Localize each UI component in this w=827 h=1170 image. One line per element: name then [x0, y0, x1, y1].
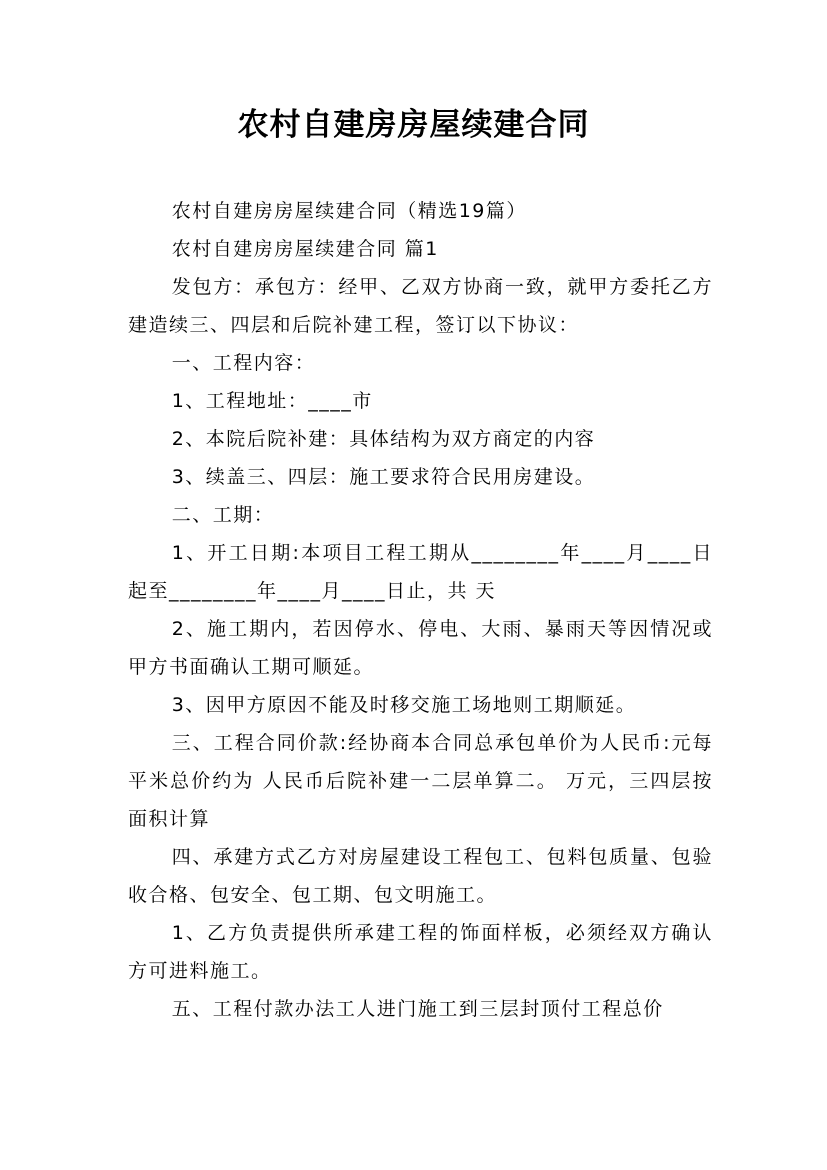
document-title: 农村自建房房屋续建合同 [237, 107, 590, 143]
paragraph-contract-price: 三、工程合同价款:经协商本合同总承包单价为人民币:元每平米总价约为 人民币后院补建一二层单算二。 万元，三四层按面积计算 [128, 732, 713, 830]
paragraph-heading-content: 一、工程内容： [171, 352, 316, 374]
paragraph-section-heading: 农村自建房房屋续建合同 篇1 [171, 238, 439, 260]
paragraph-parties: 发包方：承包方：经甲、乙双方协商一致，就甲方委托乙方建造续三、四层和后院补建工程，签订以下协议： [128, 276, 713, 336]
paragraph-finish-samples: 1、乙方负责提供所承建工程的饰面样板，必须经双方确认方可进料施工。 [128, 922, 713, 982]
paragraph-construction-method: 四、承建方式乙方对房屋建设工程包工、包料包质量、包验收合格、包安全、包工期、包文明施工。 [128, 846, 713, 906]
paragraph-site-handover: 3、因甲方原因不能及时移交施工场地则工期顺延。 [171, 694, 637, 716]
paragraph-extension: 2、施工期内，若因停水、停电、大雨、暴雨天等因情况或甲方书面确认工期可顺延。 [128, 618, 713, 678]
paragraph-heading-schedule: 二、工期： [171, 504, 275, 526]
paragraph-start-date: 1、开工日期:本项目工程工期从________年____月____日起至________年____月____日止，共 天 [128, 542, 713, 602]
paragraph-payment: 五、工程付款办法工人进门施工到三层封顶付工程总价 [171, 998, 664, 1020]
paragraph-rear-yard: 2、本院后院补建：具体结构为双方商定的内容 [171, 428, 596, 450]
document-body [128, 192, 713, 1028]
paragraph-floors: 3、续盖三、四层：施工要求符合民用房建设。 [171, 466, 596, 488]
paragraph-subtitle: 农村自建房房屋续建合同（精选19篇） [171, 200, 527, 222]
paragraph-address: 1、工程地址：____市 [171, 390, 373, 412]
